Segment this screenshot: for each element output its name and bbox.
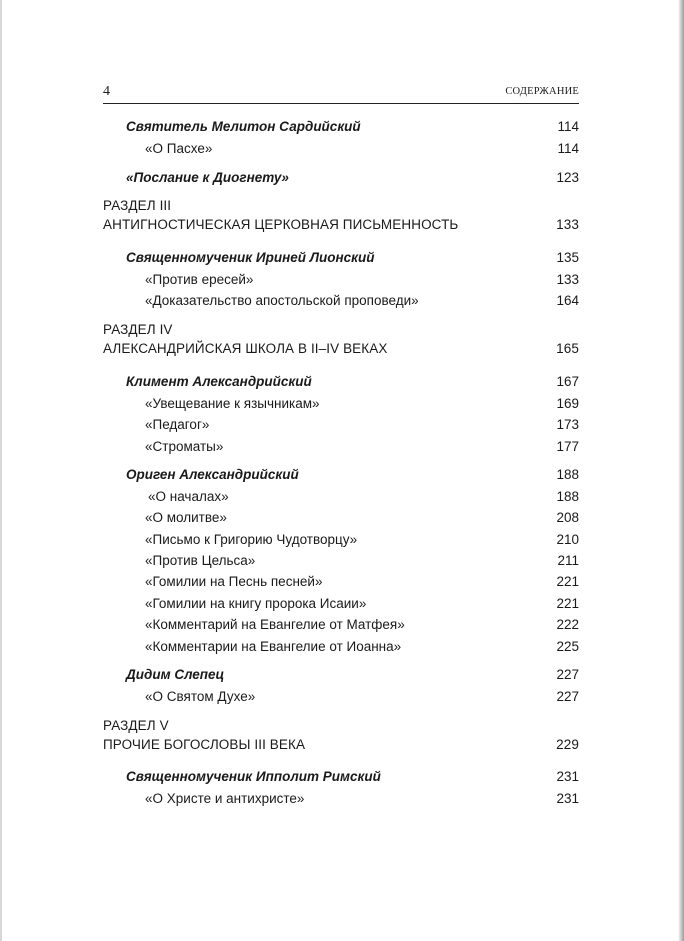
toc-section: [103, 340, 579, 358]
toc-entry-title: «Послание к Диогнету»: [126, 170, 289, 185]
toc-entry-title: «О началах»: [148, 489, 229, 504]
toc-section-label: [103, 321, 579, 339]
toc-entry-page: 208: [556, 510, 579, 525]
toc-entry-work: [145, 531, 579, 549]
page-right-edge-shadow: [678, 0, 684, 941]
toc-entry-page: 229: [556, 737, 579, 752]
toc-entry-title: «Строматы»: [145, 439, 224, 454]
page-header: [103, 84, 579, 102]
toc-entry-page: 227: [556, 689, 579, 704]
toc-entry-title: Ориген Александрийский: [126, 467, 299, 482]
toc-entry-title: РАЗДЕЛ III: [103, 198, 172, 213]
toc-entry-page: 188: [556, 467, 579, 482]
toc-entry-title: Дидим Слепец: [126, 667, 225, 682]
toc-entry-title: «Педагог»: [145, 417, 210, 432]
toc-entry-page: 133: [556, 217, 579, 232]
toc-entry-work: [145, 416, 579, 434]
toc-entry-title: «Увещевание к язычникам»: [145, 396, 320, 411]
running-title: СОДЕРЖАНИЕ: [505, 86, 579, 97]
toc-entry-work: [145, 790, 579, 808]
toc-entry-title: ПРОЧИЕ БОГОСЛОВЫ III ВЕКА: [103, 737, 306, 752]
toc-section: [103, 216, 579, 234]
toc-entry-title: «Гомилии на книгу пророка Исаии»: [145, 596, 367, 611]
toc-entry-page: 225: [556, 639, 579, 654]
toc-entry-work: [145, 271, 579, 289]
toc-entry-title: «О Христе и антихристе»: [145, 791, 305, 806]
toc-entry-title: «О Пасхе»: [145, 141, 213, 156]
toc-entry-title: Священномученик Ириней Лионский: [126, 250, 375, 265]
toc-entry-title: РАЗДЕЛ V: [103, 718, 169, 733]
toc-entry-title: Святитель Мелитон Сардийский: [126, 119, 361, 134]
toc-entry-page: 173: [556, 417, 579, 432]
toc-entry-title: АНТИГНОСТИЧЕСКАЯ ЦЕРКОВНАЯ ПИСЬМЕННОСТЬ: [103, 217, 459, 232]
toc-entry-work: [145, 438, 579, 456]
toc-entry-work: [145, 509, 579, 527]
toc-entry-title: «Комментарий на Евангелие от Матфея»: [145, 617, 405, 632]
toc-entry-page: 114: [557, 119, 579, 134]
toc-section-label: [103, 717, 579, 735]
toc-entry-title: «Доказательство апостольской проповеди»: [145, 293, 419, 308]
toc-entry-title: «Гомилии на Песнь песней»: [145, 574, 323, 589]
toc-entry-title: РАЗДЕЛ IV: [103, 322, 173, 337]
toc-entry-author: [126, 249, 579, 267]
toc-entry-work: [145, 595, 579, 613]
header-rule: [103, 103, 579, 104]
toc-entry-page: 211: [557, 553, 579, 568]
toc-entry-page: 222: [556, 617, 579, 632]
toc-entry-work: [145, 292, 579, 310]
toc-section-label: [103, 197, 579, 215]
toc-entry-title: Климент Александрийский: [126, 374, 312, 389]
toc-entry-page: 231: [556, 769, 579, 784]
toc-entry-work: [145, 395, 579, 413]
toc-entry-author: [126, 768, 579, 786]
toc-entry-page: 114: [557, 141, 579, 156]
toc-entry-page: 227: [556, 667, 579, 682]
toc-entry-author: [126, 169, 579, 187]
toc-entry-title: «Против ересей»: [145, 272, 254, 287]
toc-entry-work: [145, 552, 579, 570]
toc-entry-title: Священномученик Ипполит Римский: [126, 769, 381, 784]
toc-entry-author: [126, 373, 579, 391]
toc-entry-work: [145, 573, 579, 591]
toc-entry-page: 210: [556, 532, 579, 547]
toc-entry-page: 231: [556, 791, 579, 806]
toc-entry-page: 177: [556, 439, 579, 454]
toc-entry-page: 165: [556, 341, 579, 356]
toc-entry-title: «Письмо к Григорию Чудотворцу»: [145, 532, 358, 547]
toc-entry-author: [126, 666, 579, 684]
toc-entry-title: «О Святом Духе»: [145, 689, 256, 704]
toc-entry-page: 221: [556, 574, 579, 589]
toc-entry-page: 164: [556, 293, 579, 308]
toc-entry-page: 167: [556, 374, 579, 389]
toc-entry-work: [145, 140, 579, 158]
toc-entry-author: [126, 466, 579, 484]
toc-entry-page: 123: [556, 170, 579, 185]
toc-entry-title: «О молитве»: [145, 510, 227, 525]
page-number: 4: [103, 84, 110, 99]
toc-entry-page: 135: [556, 250, 579, 265]
toc-entry-work: [145, 616, 579, 634]
toc-entry-page: 188: [556, 489, 579, 504]
toc-entry-work: [145, 638, 579, 656]
toc-entry-title: «Против Цельса»: [145, 553, 256, 568]
toc-entry-title: «Комментарии на Евангелие от Иоанна»: [145, 639, 402, 654]
toc-entry-page: 169: [556, 396, 579, 411]
page-left-edge: [0, 0, 2, 941]
toc-section: [103, 736, 579, 754]
toc-entry-author: [126, 118, 579, 136]
toc-entry-work: [145, 688, 579, 706]
toc-entry-page: 133: [556, 272, 579, 287]
toc-entry-page: 221: [556, 596, 579, 611]
toc-entry-title: АЛЕКСАНДРИЙСКАЯ ШКОЛА В II–IV ВЕКАХ: [103, 341, 388, 356]
toc-entry-work: [148, 488, 579, 506]
